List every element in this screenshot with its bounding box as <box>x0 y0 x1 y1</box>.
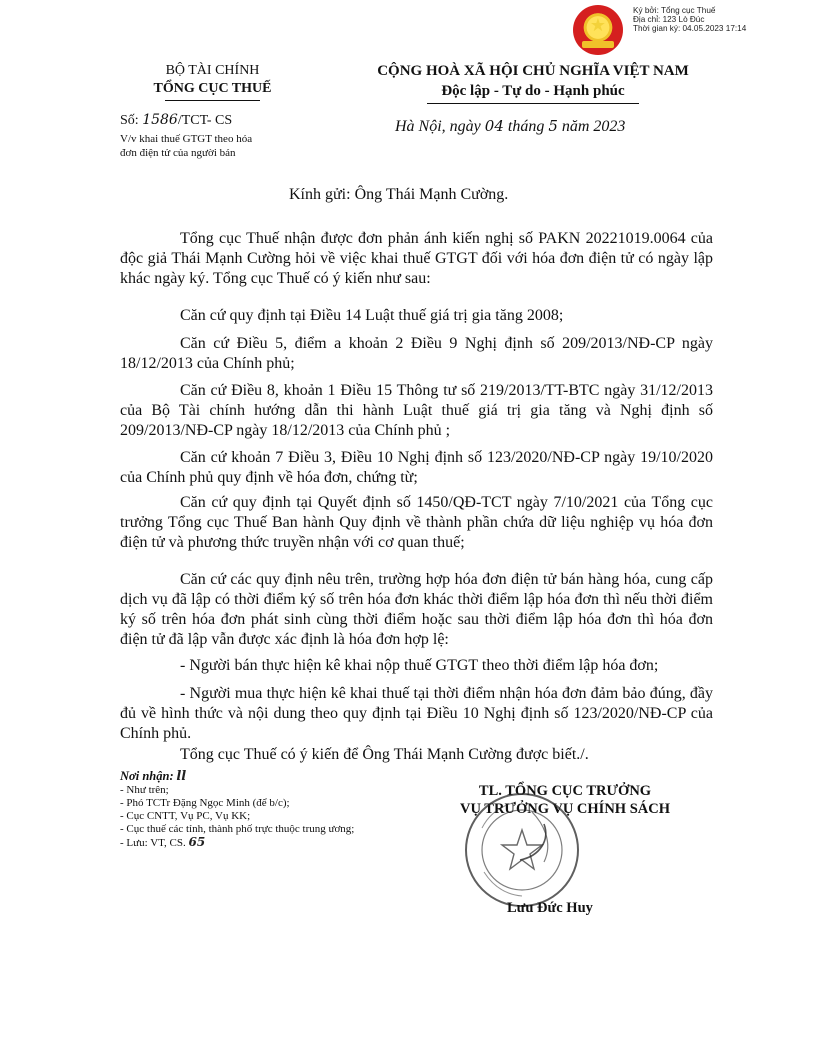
paragraph-seller: - Người bán thực hiện kê khai nộp thuế GTGT theo thời điểm lập hóa đơn; <box>180 657 659 674</box>
digital-signature-emblem <box>573 5 623 55</box>
date-month-label: tháng <box>507 118 545 135</box>
doc-number-suffix: /TCT- CS <box>177 113 233 128</box>
document-subject <box>120 132 320 160</box>
subject-line-1: V/v khai thuế GTGT theo hóa <box>120 133 253 145</box>
paragraph-legal-basis-3: Căn cứ Điều 8, khoản 1 Điều 15 Thông tư số 219/2013/TT-BTC ngày 31/12/2013 của Bộ Tài chính hướng dẫn thi hành Luật thuế giá trị gia tăng và Nghị định số 209/2013/NĐ-CP ngày 18/12/2013 của Chính phủ ; <box>120 382 713 439</box>
emblem-ribbon <box>582 41 614 48</box>
recipient-item <box>120 836 410 850</box>
doc-number-label: Số: <box>120 113 139 128</box>
star-icon: ★ <box>589 15 607 35</box>
recipients-mark: ll <box>176 769 187 784</box>
agency-name: TỔNG CỤC THUẾ <box>153 81 272 96</box>
national-motto: Độc lập - Tự do - Hạnh phúc <box>441 83 625 99</box>
paragraph-legal-basis-5: Căn cứ quy định tại Quyết định số 1450/QĐ-TCT ngày 7/10/2021 của Tổng cục trưởng Tổng cục Thuế Ban hành Quy định về thành phần chứa dữ liệu nghiệp vụ hóa đơn điện tử và phương thức truyền nhận với cơ quan thuế; <box>120 494 713 551</box>
country-name: CỘNG HOÀ XÃ HỘI CHỦ NGHĨA VIỆT NAM <box>377 63 689 79</box>
recipients-title: Nơi nhận: <box>120 769 174 783</box>
date-year: năm 2023 <box>561 118 626 135</box>
signature-title-2: VỤ TRƯỞNG VỤ CHÍNH SÁCH <box>459 801 670 817</box>
archive-line: - Lưu: VT, CS. <box>120 837 186 849</box>
signature-title-1: TL. TỔNG CỤC TRƯỞNG <box>478 783 652 799</box>
paragraph-legal-basis-4: Căn cứ khoản 7 Điều 3, Điều 10 Nghị định số 123/2020/NĐ-CP ngày 19/10/2020 của Chính phủ quy định về hóa đơn, chứng từ; <box>120 449 713 486</box>
paragraph-closing: Tổng cục Thuế có ý kiến để Ông Thái Mạnh Cường được biết./. <box>180 746 589 763</box>
salutation: Kính gửi: Ông Thái Mạnh Cường. <box>289 186 509 203</box>
recipients-list <box>120 770 410 850</box>
paragraph-legal-basis-1: Căn cứ quy định tại Điều 14 Luật thuế giá trị gia tăng 2008; <box>180 307 564 324</box>
signed-by: Ký bởi: Tổng cục Thuế <box>633 6 716 15</box>
paragraph-intro: Tổng cục Thuế nhận được đơn phản ánh kiến nghị số PAKN 20221019.0064 của độc giả Thái Mạnh Cường hỏi về việc khai thuế GTGT đối với hóa đơn điện tử có ngày lập khác ngày ký. Tổng cục Thuế có ý kiến như sau: <box>120 230 713 287</box>
date-day: 04 <box>484 117 504 135</box>
paragraph-legal-basis-2: Căn cứ Điều 5, điểm a khoản 2 Điều 9 Nghị định số 209/2013/NĐ-CP ngày 18/12/2013 của Chính phủ; <box>120 335 713 372</box>
paragraph-buyer: - Người mua thực hiện kê khai thuế tại thời điểm nhận hóa đơn đảm bảo đúng, đầy đủ về hình thức và nội dung theo quy định tại Điều 10 Nghị định số 123/2020/NĐ-CP của Chính phủ. <box>120 685 713 742</box>
motto-underline <box>427 103 639 104</box>
signer-address: Địa chỉ: 123 Lò Đúc <box>633 15 705 25</box>
document-number <box>120 112 232 129</box>
subject-line-2: đơn điện tử của người bán <box>120 147 236 159</box>
digital-signature-info <box>633 6 746 34</box>
official-stamp <box>462 790 582 910</box>
recipient-item: - Cục thuế các tỉnh, thành phố trực thuộc trung ương; <box>120 823 355 835</box>
recipient-item: - Như trên; <box>120 784 169 796</box>
agency-underline <box>165 100 260 101</box>
date-month: 5 <box>548 117 558 135</box>
doc-number-handwritten: 1586 <box>142 112 178 128</box>
recipient-item: - Cục CNTT, Vụ PC, Vụ KK; <box>120 810 251 822</box>
date-prefix: Hà Nội, ngày <box>395 118 481 135</box>
signer-name: Lưu Đức Huy <box>507 900 593 916</box>
copies-handwritten: 65 <box>188 835 206 849</box>
ministry-name: BỘ TÀI CHÍNH <box>165 63 260 78</box>
document-date <box>395 117 625 136</box>
paragraph-conclusion: Căn cứ các quy định nêu trên, trường hợp hóa đơn điện tử bán hàng hóa, cung cấp dịch vụ đã lập có thời điểm ký số trên hóa đơn khác thời điểm lập hóa đơn thì nếu thời điểm ký số trên hóa đơn phát sinh cùng thời điểm hoặc sau thời điểm lập hóa đơn thì hóa đơn điện tử đã lập vẫn được xác định là hóa đơn hợp lệ: <box>120 571 713 648</box>
signed-time: Thời gian ký: 04.05.2023 17:14 <box>633 24 747 34</box>
recipient-item: - Phó TCTr Đặng Ngọc Minh (để b/c); <box>120 797 290 809</box>
